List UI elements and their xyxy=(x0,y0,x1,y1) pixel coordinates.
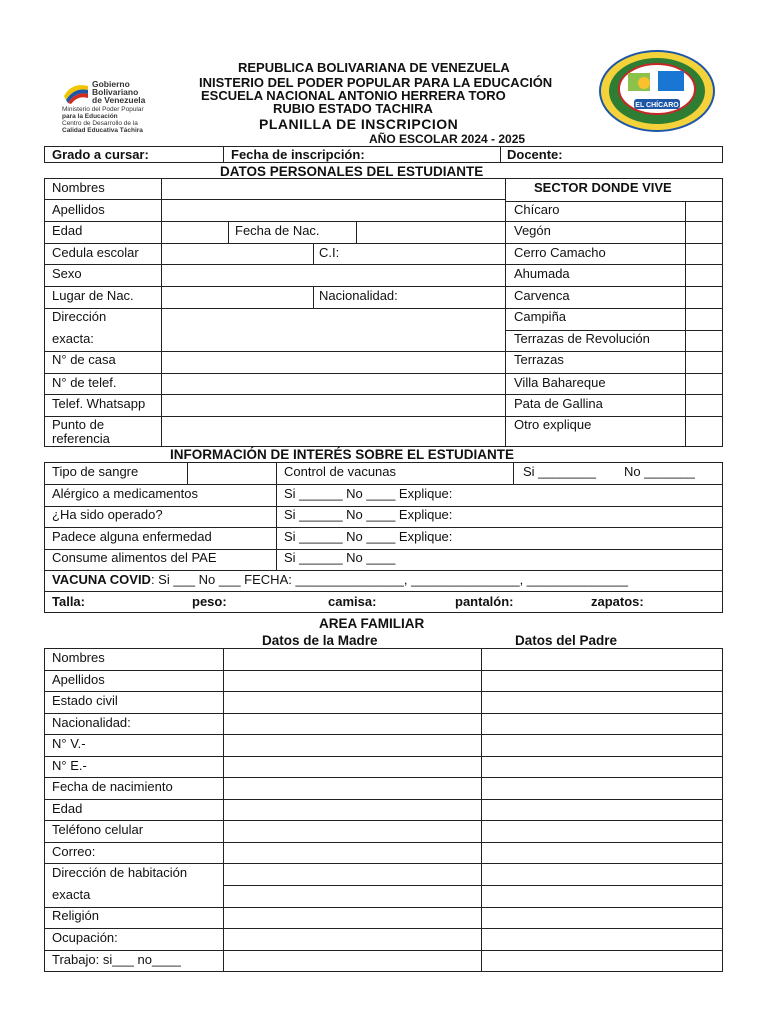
illness-options: Si ______ No ____ Explique: xyxy=(284,529,453,544)
family-row-label: Nombres xyxy=(52,650,105,665)
illness-label: Padece alguna enfermedad xyxy=(52,529,212,544)
family-row-label: N° E.- xyxy=(52,758,87,773)
family-section-title: AREA FAMILIAR xyxy=(319,616,425,631)
family-row-label: exacta xyxy=(52,887,91,902)
reference-label-1: Punto de xyxy=(52,417,105,432)
family-table xyxy=(44,648,723,972)
family-row-label: Edad xyxy=(52,801,83,816)
logo-text-4: Ministerio del Poder Popular xyxy=(62,106,144,113)
pae-label: Consume alimentos del PAE xyxy=(52,550,217,565)
sector-item: Terrazas de Revolución xyxy=(514,331,650,346)
header-line-4: RUBIO ESTADO TACHIRA xyxy=(273,101,433,116)
mother-header: Datos de la Madre xyxy=(262,633,378,648)
family-row-label: Nacionalidad: xyxy=(52,715,131,730)
school-year: AÑO ESCOLAR 2024 - 2025 xyxy=(369,132,526,146)
sector-item: Chícaro xyxy=(514,202,560,217)
header-line-1: REPUBLICA BOLIVARIANA DE VENEZUELA xyxy=(238,60,510,75)
whatsapp-label: Telef. Whatsapp xyxy=(52,396,146,411)
surnames-label: Apellidos xyxy=(52,202,105,217)
sector-item: Terrazas xyxy=(514,352,564,367)
family-row-label: Trabajo: si___ no____ xyxy=(52,952,181,967)
grade-label: Grado a cursar: xyxy=(52,147,149,162)
teacher-label: Docente: xyxy=(507,147,563,162)
surgery-options: Si ______ No ____ Explique: xyxy=(284,507,453,522)
sector-item: Otro explique xyxy=(514,417,592,432)
surgery-label: ¿Ha sido operado? xyxy=(52,507,163,522)
government-logo xyxy=(60,80,185,132)
birthplace-label: Lugar de Nac. xyxy=(52,288,134,303)
venezuela-flag-icon xyxy=(62,82,90,104)
birthdate-label: Fecha de Nac. xyxy=(235,223,320,238)
school-id-label: Cedula escolar xyxy=(52,245,139,260)
nationality-label: Nacionalidad: xyxy=(319,288,398,303)
sector-item: Villa Bahareque xyxy=(514,375,606,390)
family-row-label: Estado civil xyxy=(52,693,118,708)
address-label-2: exacta: xyxy=(52,331,94,346)
phone-label: N° de telef. xyxy=(52,375,117,390)
sector-item: Carvenca xyxy=(514,288,570,303)
sector-item: Ahumada xyxy=(514,266,570,281)
address-label-1: Dirección xyxy=(52,309,107,324)
seal-label: EL CHÍCARO xyxy=(635,102,679,109)
header-line-3: ESCUELA NACIONAL ANTONIO HERRERA TORO xyxy=(201,88,506,103)
vaccine-yes: Si ________ xyxy=(523,464,597,479)
family-row-label: Teléfono celular xyxy=(52,822,144,837)
weight-label: peso: xyxy=(192,594,227,609)
covid-row xyxy=(52,572,628,587)
sector-item: Campiña xyxy=(514,309,567,324)
interest-section-title: INFORMACIÓN DE INTERÉS SOBRE EL ESTUDIANTE xyxy=(170,447,515,462)
page-title: PLANILLA DE INSCRIPCION xyxy=(259,116,459,132)
logo-text-1: Gobierno xyxy=(92,79,130,89)
enroll-date-label: Fecha de inscripción: xyxy=(231,147,365,162)
logo-text-6: Centro de Desarrollo de la xyxy=(62,120,138,127)
names-label: Nombres xyxy=(52,180,105,195)
logo-text-5: para la Educación xyxy=(62,113,118,120)
father-header: Datos del Padre xyxy=(515,633,618,648)
personal-section-title: DATOS PERSONALES DEL ESTUDIANTE xyxy=(220,164,484,179)
size-label: Talla: xyxy=(52,594,85,609)
header-line-2: INISTERIO DEL PODER POPULAR PARA LA EDUCACIÓN xyxy=(199,75,553,90)
allergy-options: Si ______ No ____ Explique: xyxy=(284,486,453,501)
sex-label: Sexo xyxy=(52,266,82,281)
house-number-label: N° de casa xyxy=(52,352,116,367)
family-row-label: N° V.- xyxy=(52,736,86,751)
family-row-label: Ocupación: xyxy=(52,930,118,945)
ci-label: C.I: xyxy=(319,245,340,260)
logo-text-2: Bolivariano xyxy=(92,87,139,97)
vaccine-no: No _______ xyxy=(624,464,695,479)
reference-label-2: referencia xyxy=(52,431,110,446)
shirt-label: camisa: xyxy=(328,594,377,609)
sector-item: Vegón xyxy=(514,223,551,238)
school-seal-icon xyxy=(598,49,716,133)
family-row-label: Fecha de nacimiento xyxy=(52,779,173,794)
family-row-label: Apellidos xyxy=(52,672,105,687)
pae-options: Si ______ No ____ xyxy=(284,550,396,565)
logo-text-3: de Venezuela xyxy=(92,95,146,105)
sector-item: Cerro Camacho xyxy=(514,245,606,260)
sector-title: SECTOR DONDE VIVE xyxy=(534,180,672,195)
blood-type-label: Tipo de sangre xyxy=(52,464,139,479)
vaccine-control-label: Control de vacunas xyxy=(284,464,397,479)
covid-label: VACUNA COVID xyxy=(52,572,151,587)
shoes-label: zapatos: xyxy=(591,594,644,609)
allergy-label: Alérgico a medicamentos xyxy=(52,486,198,501)
covid-options: : Si ___ No ___ FECHA: _______________, _______________, ______________ xyxy=(150,572,629,587)
pants-label: pantalón: xyxy=(455,594,514,609)
personal-data-table xyxy=(44,178,723,447)
sector-item: Pata de Gallina xyxy=(514,396,603,411)
age-label: Edad xyxy=(52,223,83,238)
family-row-label: Religión xyxy=(52,908,99,923)
family-row-label: Dirección de habitación xyxy=(52,865,188,880)
family-row-label: Correo: xyxy=(52,844,96,859)
logo-text-7: Calidad Educativa Táchira xyxy=(62,127,143,134)
